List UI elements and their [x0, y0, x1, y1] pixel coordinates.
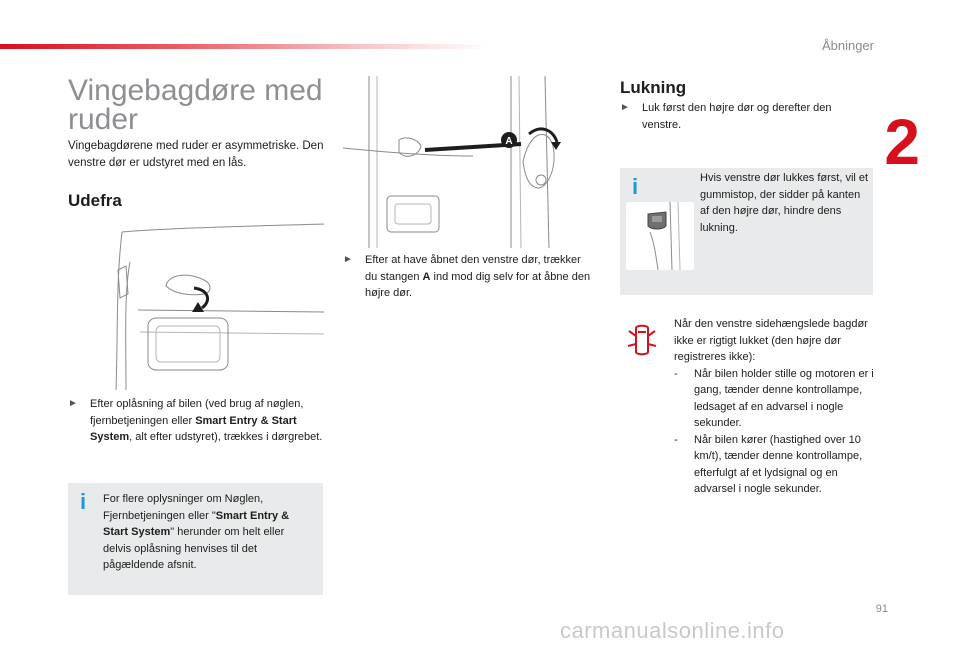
rubber-stop-illustration — [626, 202, 694, 270]
header-color-bar — [0, 44, 490, 49]
chapter-number: 2 — [884, 106, 920, 178]
warning-list-item: - Når bilen kører (hastighed over 10 km/t), tænder denne kontrollampe, efterfulgt af et lydsignal og en advarsel i nogle sekunder. — [674, 433, 863, 495]
info-box-more-info — [68, 483, 323, 595]
bullet-arrow-icon: ► — [620, 102, 630, 113]
bullet-open-right-door — [343, 252, 593, 302]
door-warning-icon — [624, 322, 660, 358]
warning-text — [674, 316, 874, 498]
intro-text: Vingebagdørene med ruder er asymmetriske. Den venstre dør er udstyret med en lås. — [68, 140, 324, 169]
heading-lukning: Lukning — [620, 78, 687, 97]
section-title: Åbninger — [821, 38, 874, 53]
watermark: carmanualsonline.info — [560, 618, 785, 643]
bullet-close-order — [620, 100, 860, 133]
callout-a-label: A — [505, 136, 513, 147]
info-box-text: For flere oplysninger om Nøglen, Fjernbetjeningen eller "Smart Entry & Start System" herunder om helt eller delvis oplåsning henvises til det pågældende afsnit. — [103, 493, 290, 571]
lever-a-illustration — [343, 76, 590, 248]
page-number: 91 — [875, 603, 888, 615]
info-icon: i — [632, 174, 639, 199]
bullet-text: Luk først den højre dør og derefter den venstre. — [642, 102, 832, 131]
info-icon: i — [80, 489, 87, 514]
warning-list — [674, 366, 874, 498]
info-box-text: Hvis venstre dør lukkes først, vil et gummistop, der sidder på kanten af den højre dør, hindre dens lukning. — [700, 172, 869, 234]
warning-list-item: - Når bilen holder stille og motoren er i gang, tænder denne kontrollampe, ledsaget af en advarsel i nogle sekunder. — [674, 367, 874, 429]
bullet-text: Efter at have åbnet den venstre dør, trækker du stangen A ind mod dig selv for at åbne den højre dør. — [365, 254, 591, 299]
bullet-arrow-icon: ► — [68, 398, 78, 409]
bullet-text: Efter oplåsning af bilen (ved brug af nøglen, fjernbetjeningen eller Smart Entry & Start System, alt efter udstyret), trækkes i dørgrebet. — [90, 398, 323, 443]
heading-udefra: Udefra — [68, 191, 122, 210]
page-title: Vingebagdøre med ruder — [68, 74, 323, 136]
warning-intro: Når den venstre sidehængslede bagdør ikke er rigtigt lukket (den højre dør registreres ikke): — [674, 318, 868, 363]
bullet-unlock-exterior — [68, 396, 326, 446]
exterior-door-handle-illustration — [108, 222, 324, 390]
bullet-arrow-icon: ► — [343, 254, 353, 265]
info-box-rubber-stop — [620, 168, 873, 295]
